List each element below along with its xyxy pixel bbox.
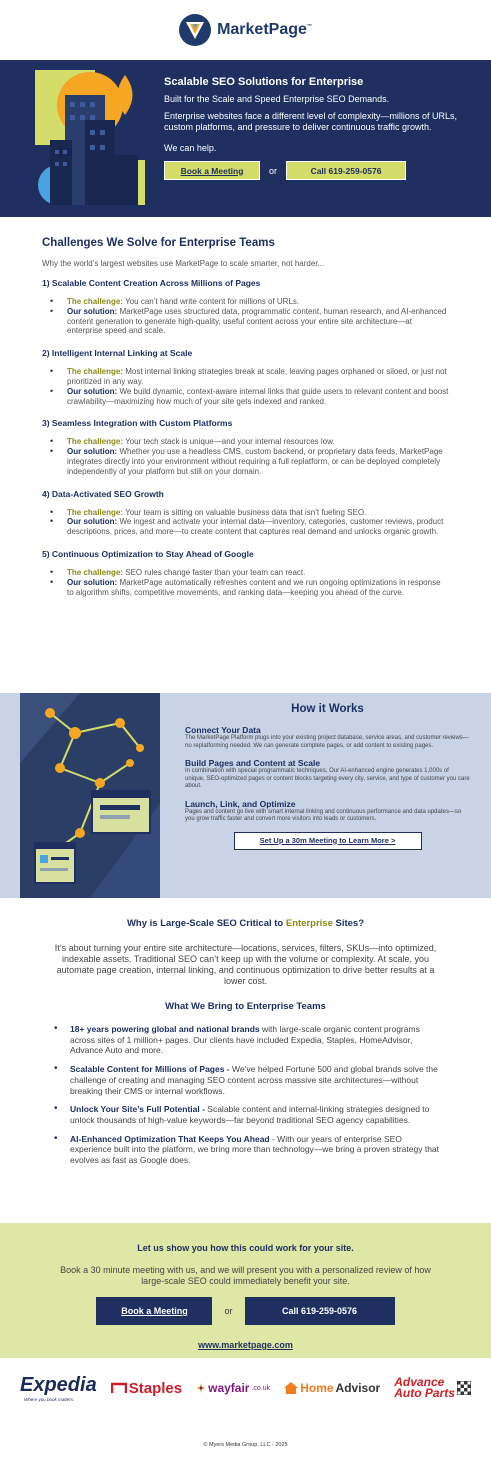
challenges-title: Challenges We Solve for Enterprise Teams — [42, 237, 275, 249]
solution-item — [50, 387, 449, 407]
challenge-label: The challenge: — [67, 437, 124, 447]
challenge-text: Your team is sitting on valuable business data that isn’t fueling SEO. — [125, 507, 367, 517]
challenge-heading: 1) Scalable Content Creation Across Millions of Pages — [42, 278, 261, 288]
site-header — [0, 0, 491, 60]
challenge-item — [50, 437, 449, 447]
how-step-heading: Launch, Link, and Optimize — [185, 798, 296, 809]
hero-body: Enterprise websites face a different level of complexity—millions of URLs, custom platforms, and pressure to deliver continuous traffic growth. — [164, 111, 457, 132]
solution-text: Whether you use a headless CMS, custom backend, or proprietary data feeds, MarketPage integrates directly into your environment without requiring a full replatform, or can be deployed completely independently of your platform but still on your domain. — [67, 447, 443, 476]
bring-list — [54, 1024, 441, 1166]
challenge-heading: 2) Intelligent Internal Linking at Scale — [42, 348, 193, 359]
challenge-label: The challenge: — [67, 507, 124, 517]
how-step-text: Pages and content go live with smart internal linking and continuous performance and data updates—so you grow traffic faster and convert more visitors into leads or customers. — [185, 808, 462, 822]
challenge-text: You can’t hand write content for millions of URLs. — [125, 297, 300, 306]
challenge-text: Your tech stack is unique—and your internal resources low. — [125, 437, 335, 447]
how-step-heading: Connect Your Data — [185, 725, 261, 735]
challenge-heading: 4) Data-Activated SEO Growth — [42, 488, 164, 499]
checkered-flag-icon — [457, 1381, 471, 1395]
challenge-list — [50, 297, 449, 336]
challenges-intro: Why the world’s largest websites use MarketPage to scale smarter, not harder... — [42, 259, 325, 268]
challenge-heading: 3) Seamless Integration with Custom Platforms — [42, 418, 233, 429]
staples-logo: Staples — [111, 1380, 182, 1397]
bring-item-text: Scalable content and internal-linking strategies designed to unlock thousands of high-value keywords—far beyond traditional SEO agency capabilities. — [70, 1104, 430, 1125]
how-it-works-section — [0, 693, 491, 898]
wayfair-logo: wayfair .co.uk — [196, 1381, 270, 1395]
solution-text: MarketPage uses structured data, programmatic content, human research, and AI-enhanced content generation to generate high-quality, useful content across your entire site architecture—at enterprise speed and scale. — [67, 306, 447, 336]
cta-or-text: or — [224, 1306, 233, 1316]
bring-item-text: We’ve helped Fortune 500 and global brands solve the challenge of creating and managing SEO content across massive site architectures—without breaking their CMS or internal workflows. — [70, 1064, 438, 1096]
challenge-text: Most internal linking strategies break at scale, leaving pages orphaned or siloed, or just not prioritized in any way. — [67, 367, 447, 386]
bring-item-bold: 18+ years powering global and national brands — [70, 1024, 260, 1034]
bring-item-text: - With our years of enterprise SEO experience built into the platform, we bring more than technology—we bring a proven strategy that evolves as fast as Google does. — [70, 1133, 440, 1166]
challenge-list — [50, 367, 449, 406]
hero-call-button[interactable]: Call 619-259-0576 — [286, 161, 406, 180]
hero-or-text: or — [269, 165, 278, 176]
challenges-section — [0, 217, 491, 692]
hero-title: Scalable SEO Solutions for Enterprise — [164, 76, 364, 88]
solution-label: Our solution: — [67, 577, 118, 587]
footer-copyright: © Myers Media Group, LLC - 2025 — [203, 1441, 288, 1448]
how-step-heading: Build Pages and Content at Scale — [185, 758, 321, 768]
advance-auto-parts-logo: Advance Auto Parts — [394, 1377, 471, 1399]
expedia-logo: Expedia Where you book matters. — [20, 1374, 97, 1402]
challenge-text: SEO rules change faster than your team can react. — [125, 567, 306, 577]
hero-cta-row — [164, 161, 480, 180]
homeadvisor-logo: Home Advisor — [284, 1381, 380, 1395]
hero-book-meeting-button[interactable]: Book a Meeting — [164, 161, 260, 180]
solution-text: MarketPage automatically refreshes content and we run ongoing optimizations in response to algorithm shifts, competitive movements, and ranking data—keeping you ahead of the curve. — [67, 577, 441, 597]
wayfair-pinwheel-icon — [196, 1383, 206, 1393]
challenge-item — [50, 297, 449, 307]
cta-paragraph: Book a 30 minute meeting with us, and we will present you with a personalized review of how large-scale SEO could immediately benefit your site. — [60, 1265, 431, 1286]
solution-item — [50, 578, 449, 598]
city-building-illustration — [30, 60, 150, 217]
solution-label: Our solution: — [67, 386, 118, 396]
bring-item — [54, 1104, 441, 1125]
challenge-label: The challenge: — [67, 567, 124, 577]
solution-label: Our solution: — [67, 447, 118, 457]
client-logos — [0, 1358, 491, 1418]
bring-item — [54, 1134, 441, 1166]
solution-label: Our solution: — [67, 517, 118, 527]
how-it-works-copy — [160, 693, 470, 898]
challenges-list — [42, 278, 449, 597]
staple-icon — [111, 1382, 127, 1394]
challenge-item — [50, 568, 449, 578]
hero-banner — [0, 60, 491, 217]
why-title-highlight: Enterprise — [285, 918, 333, 929]
house-icon — [284, 1382, 298, 1394]
solution-text: We ingest and activate your internal data—inventory, categories, customer reviews, product descriptions, prices, and more—to create content that captures real demand and unlocks organic growth. — [67, 517, 444, 537]
bring-item-text: with large-scale organic content programs across sites of 1 million+ pages. Our clients have included Expedia, Staples, HomeAdvisor, Advance Auto and more. — [70, 1024, 420, 1056]
why-section — [0, 898, 491, 1223]
network-illustration — [20, 693, 160, 898]
bring-item-bold: Unlock Your Site’s Full Potential - — [70, 1104, 205, 1115]
brand-name: MarketPage™ — [217, 21, 312, 38]
bring-item-bold: Scalable Content for Millions of Pages - — [70, 1064, 230, 1075]
bring-item-bold: AI-Enhanced Optimization That Keeps You Ahead — [70, 1133, 270, 1144]
challenge-heading: 5) Continuous Optimization to Stay Ahead of Google — [42, 548, 254, 559]
why-paragraph: It’s about turning your entire site architecture—locations, services, filters, SKUs—into optimized, indexable assets. Traditional SEO can’t keep up with the volume or complexity. At scale, you automate page creation, internal linking, and continuous optimization to drive better results at a lower cost. — [54, 943, 437, 986]
challenge-list — [50, 568, 449, 597]
why-title: Why is Large-Scale SEO Critical to Enterprise Sites? — [126, 918, 365, 929]
cta-band — [0, 1223, 491, 1358]
setup-meeting-button[interactable]: Set Up a 30m Meeting to Learn More > — [234, 832, 422, 850]
solution-text: We build dynamic, context-aware internal links that guide users to relevant content and boost crawlability—maximizing how much of your site gets indexed and ranked. — [67, 386, 449, 406]
how-steps — [185, 725, 470, 824]
cta-book-meeting-button[interactable]: Book a Meeting — [96, 1297, 212, 1325]
website-link[interactable]: www.marketpage.com — [198, 1340, 293, 1350]
hero-subtitle: Built for the Scale and Speed Enterprise SEO Demands. — [164, 94, 390, 104]
solution-item — [50, 307, 449, 336]
cta-title: Let us show you how this could work for your site. — [137, 1243, 354, 1253]
bring-item — [54, 1064, 441, 1096]
solution-item — [50, 447, 449, 476]
hero-copy — [150, 60, 480, 217]
challenge-item — [50, 508, 449, 518]
how-step-text: In combination with special programmatic techniques, Our AI-enhanced engine generates 1,000s of unique, SEO-optimized pages or content blocks targeting every city, service, and type of customer you care about. — [185, 768, 470, 789]
how-it-works-title: How it Works — [291, 703, 364, 715]
marketpage-logo-icon — [179, 14, 211, 46]
cta-button-row — [0, 1297, 491, 1325]
challenge-label: The challenge: — [67, 297, 124, 306]
challenge-list — [50, 508, 449, 537]
challenge-label: The challenge: — [67, 367, 124, 377]
solution-label: Our solution: — [67, 306, 118, 316]
bring-title: What We Bring to Enterprise Teams — [165, 1001, 326, 1012]
challenge-list — [50, 437, 449, 476]
solution-item — [50, 517, 449, 537]
hero-help-text: We can help. — [164, 143, 217, 153]
challenge-item — [50, 367, 449, 387]
cta-call-button[interactable]: Call 619-259-0576 — [245, 1297, 395, 1325]
bring-item — [54, 1024, 441, 1056]
how-step-text: The MarketPage Platform plugs into your existing project database, service areas, and customer reviews—no replatforming needed. We can generate complete pages, or add content to existing pages. — [185, 735, 469, 749]
